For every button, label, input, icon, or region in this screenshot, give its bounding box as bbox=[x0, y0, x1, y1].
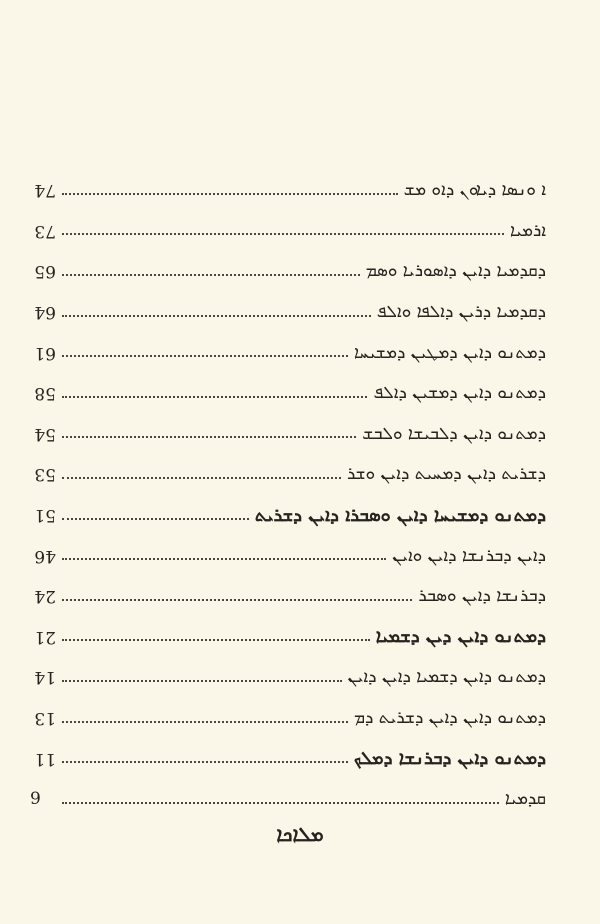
toc-entry bbox=[30, 292, 550, 333]
toc-page-number: 74 bbox=[34, 180, 56, 201]
dot-leader bbox=[62, 314, 371, 317]
toc-entry bbox=[30, 535, 550, 576]
toc-page-number: 54 bbox=[34, 423, 56, 444]
toc-entry-title: ܐ ܘܢܣܐ ܕܝܐܘܢ ܕܐܘ ܡܫ bbox=[403, 180, 546, 201]
toc-entry bbox=[30, 454, 550, 495]
toc-entry-title: ܕܩܕܡܝܐ ܕܐܝܢ ܕܐܣܘܪܝܐ ܘܣܡ bbox=[365, 261, 546, 282]
toc-entry-title: ܕܡܬܢܘ ܕܐܝܢ ܕܒܪܢܫܐ ܕܡܠܟ bbox=[353, 748, 546, 770]
toc-entry-title: ܕܡܬܢܘ ܕܐܝܢ ܕܐܝܢ ܕܫܪܝܬ ܕܡ bbox=[353, 708, 546, 729]
dot-leader bbox=[62, 395, 367, 398]
toc-entry bbox=[30, 617, 550, 658]
toc-entry bbox=[30, 373, 550, 414]
toc-entry bbox=[30, 170, 550, 211]
dot-leader bbox=[62, 638, 370, 641]
toc-entry bbox=[30, 495, 550, 536]
toc-page-number: 21 bbox=[34, 626, 56, 647]
dot-leader bbox=[62, 720, 348, 723]
dot-leader bbox=[62, 435, 356, 438]
toc-entry bbox=[30, 738, 550, 779]
toc-entry-title: ܐܪܡܝܐ bbox=[509, 220, 546, 241]
toc-entry bbox=[30, 251, 550, 292]
toc-page-number: 64 bbox=[34, 302, 56, 323]
section-heading: ܡܠܐܟܐ bbox=[276, 822, 324, 846]
toc-entry-title: ܕܩܕܡܝܐ ܕܪܝܢ ܕܐܠܦܐ ܘܐܠܦ bbox=[376, 302, 546, 323]
toc-entry bbox=[30, 414, 550, 455]
toc-entry bbox=[30, 576, 550, 617]
toc-entry-title: ܕܡܬܢܘ ܕܐܝܢ ܕܝܢ ܕܫܡܝܐ bbox=[375, 626, 546, 648]
toc-page-number: 24 bbox=[34, 586, 56, 607]
toc-entry-title: ܕܡܬܢܘ ܕܐܝܢ ܕܫܡܝܐ ܕܐܝܢ ܕܐܝܢ bbox=[347, 667, 546, 688]
dot-leader bbox=[62, 557, 386, 560]
toc-entry-title: ܕܡܬܢܘ ܕܐܝܢ ܕܡܛܝܢ ܕܡܫܝܚܐ bbox=[353, 342, 546, 363]
dot-leader bbox=[62, 679, 342, 682]
toc-entry bbox=[30, 779, 550, 820]
toc-page-number: 11 bbox=[34, 748, 56, 769]
toc-page-number: 53 bbox=[34, 464, 56, 485]
toc-entry bbox=[30, 211, 550, 252]
toc-entry-title: ܕܡܬܢܘ ܕܐܝܢ ܕܡܫܝܢ ܕܐܠܦ bbox=[373, 383, 546, 404]
dot-leader bbox=[62, 273, 360, 276]
toc-entry bbox=[30, 657, 550, 698]
toc-entry-title: ܕܒܪܢܫܐ ܕܐܝܢ ܘܣܒܪ bbox=[418, 586, 546, 607]
dot-leader bbox=[62, 760, 348, 763]
toc-page-number: 65 bbox=[34, 261, 56, 282]
toc-entry-title: ܕܡܬܢܘ ܕܡܫܝܚܐ ܕܐܝܢ ܘܣܒܪܐ ܕܐܝܢ ܕܫܪܝܬ bbox=[254, 504, 546, 526]
toc-page-number: 13 bbox=[34, 708, 56, 729]
toc-page-number: 61 bbox=[34, 342, 56, 363]
toc-entry bbox=[30, 698, 550, 739]
dot-leader bbox=[62, 354, 348, 357]
toc-entry bbox=[30, 332, 550, 373]
toc-entry-title: ܕܫܪܝܬ ܕܐܝܢ ܕܡܚܝܬ ܕܐܝܢ ܘܫܪ bbox=[346, 464, 546, 485]
table-of-contents bbox=[30, 170, 550, 820]
dot-leader bbox=[62, 598, 412, 601]
toc-entry-title: ܕܐܝܢ ܕܒܪܢܫܐ ܕܐܝܢ ܘܐܝܢ bbox=[392, 545, 546, 566]
toc-page-number: 9 bbox=[30, 789, 41, 810]
dot-leader bbox=[62, 192, 398, 195]
dot-leader bbox=[62, 232, 504, 235]
toc-page-number: 51 bbox=[34, 505, 56, 526]
toc-page-number: 73 bbox=[34, 220, 56, 241]
toc-page-number: 46 bbox=[34, 545, 56, 566]
toc-page-number: 58 bbox=[34, 383, 56, 404]
toc-page-number: 14 bbox=[34, 667, 56, 688]
dot-leader bbox=[62, 517, 249, 520]
dot-leader bbox=[62, 801, 499, 804]
dot-leader bbox=[62, 476, 341, 479]
toc-entry-title: ܕܡܬܢܘ ܕܐܝܢ ܕܠܒܝܫܐ ܘܠܒܫ bbox=[362, 423, 546, 444]
toc-entry-title: ܩܕܡܝܐ bbox=[504, 789, 546, 810]
